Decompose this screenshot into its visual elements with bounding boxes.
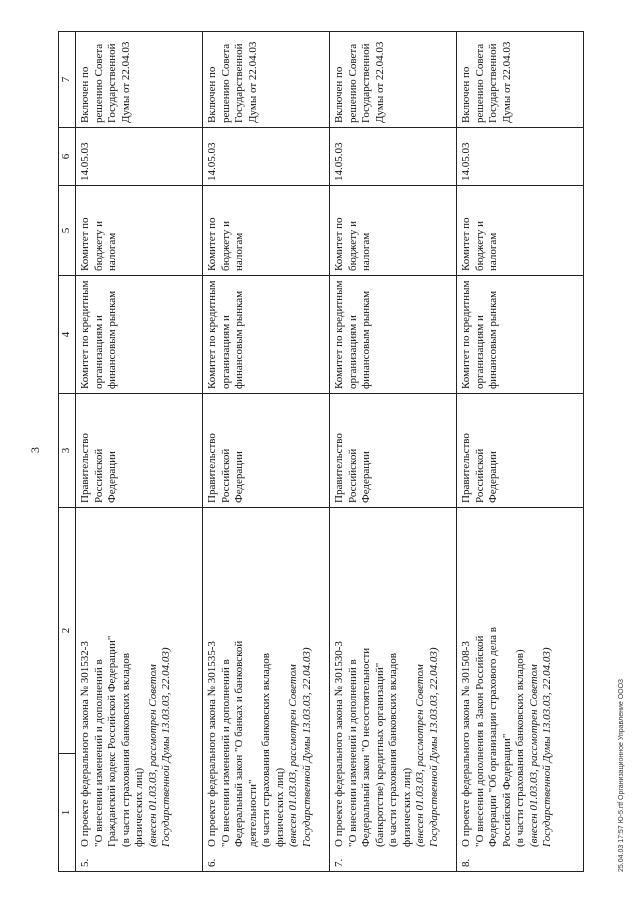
main-committee-cell: Комитет по кредитным организациям и финансовым рынкам bbox=[330, 276, 457, 394]
co-committee-cell: Комитет по бюджету и налогам bbox=[76, 186, 203, 276]
bill-title-line: Федеральный закон "О банках и банковской bbox=[233, 640, 245, 847]
bill-title-line: О проекте федерального закона № 301530-3 bbox=[333, 641, 345, 847]
status-cell: Включен по решению Совета Государственной Думы от 22.04.03 bbox=[203, 32, 330, 128]
bill-title-line: физических лиц) bbox=[273, 767, 286, 847]
table-body bbox=[59, 32, 584, 872]
date-cell: 14.05.03 bbox=[203, 128, 330, 186]
bill-cell bbox=[203, 508, 330, 872]
co-committee-cell: Комитет по бюджету и налогам bbox=[457, 186, 584, 276]
bill-description bbox=[333, 512, 441, 847]
bill-title-line: "О внесении изменений и дополнений в bbox=[346, 659, 359, 847]
row-number: 7. bbox=[333, 858, 345, 867]
row-number: 5. bbox=[79, 858, 91, 867]
bill-cell bbox=[76, 508, 203, 872]
bill-cell bbox=[457, 508, 584, 872]
bill-note-line: (внесен 01.03.03, рассмотрен Советом bbox=[414, 664, 426, 847]
bill-title-line: деятельности" bbox=[246, 779, 259, 847]
row-number: 8. bbox=[460, 858, 472, 867]
column-number: 7 bbox=[59, 32, 76, 128]
bill-description bbox=[460, 512, 555, 847]
bill-title-line: (в части страхования банковских вкладов bbox=[119, 653, 132, 847]
bill-title-line: О проекте федерального закона № 301532-3 bbox=[79, 641, 91, 847]
initiator-cell: Правительство Российской Федерации bbox=[203, 394, 330, 508]
column-number: 5 bbox=[59, 186, 76, 276]
bill-title-line: (в части страхования банковских вкладов) bbox=[514, 649, 526, 847]
bill-note-line: Государственной Думы 13.03.03, 22.04.03) bbox=[541, 647, 553, 847]
bill-description bbox=[79, 512, 174, 847]
column-number: 3 bbox=[59, 394, 76, 508]
column-number: 6 bbox=[59, 128, 76, 186]
table-row bbox=[330, 32, 457, 872]
column-number: 2 bbox=[59, 508, 76, 754]
footer-stamp: 25.04.03 17:57 Ю-5.rtf Организационное Управление ООО3 bbox=[618, 679, 625, 872]
bill-note-line: (внесен 01.03.03, рассмотрен Советом bbox=[287, 664, 299, 847]
main-committee-cell: Комитет по кредитным организациям и финансовым рынкам bbox=[457, 276, 584, 394]
agenda-table bbox=[58, 31, 584, 872]
bill-title-line: "О внесении изменений и дополнений в bbox=[219, 659, 232, 847]
bill-description bbox=[206, 512, 314, 847]
bill-note-line: (внесен 01.03.03, рассмотрен Советом bbox=[146, 664, 159, 847]
initiator-cell: Правительство Российской Федерации bbox=[76, 394, 203, 508]
bill-title-line: О проекте федерального закона № 301508-3 bbox=[460, 641, 472, 847]
bill-title-line: "О внесении дополнения в Закон Российской bbox=[473, 635, 486, 847]
initiator-cell: Правительство Российской Федерации bbox=[330, 394, 457, 508]
bill-title-line: Федеральный закон "О несостоятельности bbox=[360, 647, 372, 847]
bill-title-line: физических лиц) bbox=[133, 767, 145, 847]
bill-title-line: (в части страхования банковских вкладов bbox=[387, 653, 399, 847]
co-committee-cell: Комитет по бюджету и налогам bbox=[330, 186, 457, 276]
initiator-cell: Правительство Российской Федерации bbox=[457, 394, 584, 508]
table-row bbox=[457, 32, 584, 872]
date-cell: 14.05.03 bbox=[457, 128, 584, 186]
column-number: 4 bbox=[59, 276, 76, 394]
table-row bbox=[76, 32, 203, 872]
date-cell: 14.05.03 bbox=[330, 128, 457, 186]
status-cell: Включен по решению Совета Государственной Думы от 22.04.03 bbox=[457, 32, 584, 128]
bill-title-line: Гражданский кодекс Российской Федерации" bbox=[106, 635, 118, 847]
bill-note-line: (внесен 01.03.03, рассмотрен Советом bbox=[527, 664, 540, 847]
column-number: 1 bbox=[59, 754, 76, 872]
row-number: 6. bbox=[206, 858, 218, 867]
bill-note-line: Государственной Думы 13.03.03, 22.04.03) bbox=[160, 647, 172, 847]
page-number: 3 bbox=[28, 447, 42, 453]
bill-cell bbox=[330, 508, 457, 872]
date-cell: 14.05.03 bbox=[76, 128, 203, 186]
main-committee-cell: Комитет по кредитным организациям и финансовым рынкам bbox=[203, 276, 330, 394]
bill-title-line: (в части страхования банковских вкладов bbox=[260, 653, 272, 847]
bill-title-line: Российской Федерации" bbox=[500, 733, 513, 847]
bill-title-line: "О внесении изменений и дополнений в bbox=[92, 659, 105, 847]
co-committee-cell: Комитет по бюджету и налогам bbox=[203, 186, 330, 276]
bill-note-line: Государственной Думы 13.03.03, 22.04.03) bbox=[300, 647, 313, 847]
status-cell: Включен по решению Совета Государственной Думы от 22.04.03 bbox=[76, 32, 203, 128]
status-cell: Включен по решению Совета Государственной Думы от 22.04.03 bbox=[330, 32, 457, 128]
table-row bbox=[203, 32, 330, 872]
bill-title-line: физических лиц) bbox=[400, 767, 413, 847]
bill-title-line: (банкротстве) кредитных организаций" bbox=[373, 662, 386, 847]
bill-note-line: Государственной Думы 13.03.03, 22.04.03) bbox=[427, 647, 440, 847]
column-number-row bbox=[59, 32, 76, 872]
main-committee-cell: Комитет по кредитным организациям и финансовым рынкам bbox=[76, 276, 203, 394]
bill-title-line: О проекте федерального закона № 301535-3 bbox=[206, 641, 218, 847]
bill-title-line: Федерации "Об организации страхового дела в bbox=[487, 627, 499, 847]
